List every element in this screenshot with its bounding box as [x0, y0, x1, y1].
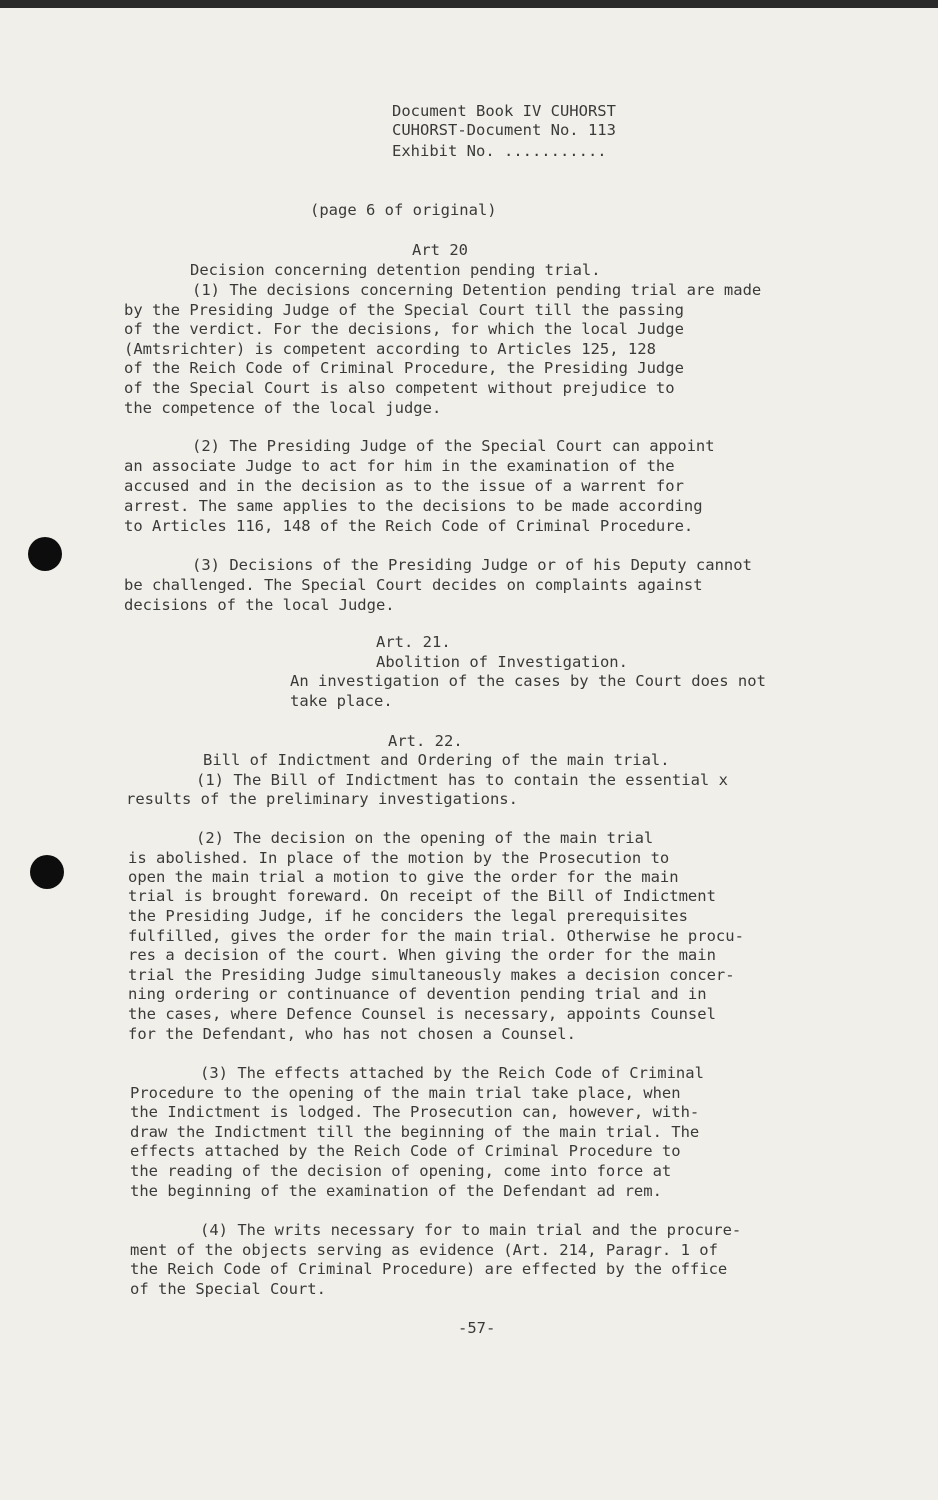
art22-p2-line: (2) The decision on the opening of the main trial	[196, 829, 654, 847]
art22-p2-line: res a decision of the court. When giving the order for the main	[128, 946, 716, 964]
art20-p2-line: to Articles 116, 148 of the Reich Code of Criminal Procedure.	[124, 517, 694, 535]
art22-p2-line: open the main trial a motion to give the order for the main	[128, 868, 679, 886]
art21-body-line: take place.	[290, 692, 393, 710]
art20-p2-line: accused and in the decision as to the issue of a warrent for	[124, 477, 684, 495]
art20-p1-line: of the verdict. For the decisions, for which the local Judge	[124, 320, 684, 338]
art20-p1-line: the competence of the local judge.	[124, 399, 442, 417]
art22-p2-line: is abolished. In place of the motion by the Prosecution to	[128, 849, 670, 867]
art20-p1-line: of the Reich Code of Criminal Procedure, the Presiding Judge	[124, 359, 684, 377]
art20-p1-line: by the Presiding Judge of the Special Court till the passing	[124, 301, 684, 319]
art21-title: Abolition of Investigation.	[376, 653, 628, 671]
art22-p4-line: ment of the objects serving as evidence (Art. 214, Paragr. 1 of	[130, 1241, 718, 1259]
art22-p3-line: draw the Indictment till the beginning of the main trial. The	[130, 1123, 700, 1141]
page-original-note: (page 6 of original)	[310, 201, 497, 219]
art20-title: Decision concerning detention pending trial.	[190, 261, 601, 279]
art22-title: Bill of Indictment and Ordering of the main trial.	[203, 751, 670, 769]
art22-p1-line: results of the preliminary investigations.	[126, 790, 518, 808]
art22-p4-line: of the Special Court.	[130, 1280, 326, 1298]
art22-p3-line: effects attached by the Reich Code of Criminal Procedure to	[130, 1142, 681, 1160]
art20-p3-line: be challenged. The Special Court decides on complaints against	[124, 576, 703, 594]
art22-p3-line: (3) The effects attached by the Reich Code of Criminal	[200, 1064, 704, 1082]
art22-p1-line: (1) The Bill of Indictment has to contain the essential x	[196, 771, 728, 789]
art20-heading: Art 20	[412, 241, 468, 259]
art22-p2-line: trial the Presiding Judge simultaneously makes a decision concer-	[128, 966, 735, 984]
art21-body-line: An investigation of the cases by the Court does not	[290, 672, 766, 690]
art20-p2-line: (2) The Presiding Judge of the Special Court can appoint	[192, 437, 715, 455]
art20-p1-line: of the Special Court is also competent without prejudice to	[124, 379, 675, 397]
art22-heading: Art. 22.	[388, 732, 463, 750]
art22-p2-line: ning ordering or continuance of devention pending trial and in	[128, 985, 707, 1003]
art20-p1-line: (Amtsrichter) is competent according to Articles 125, 128	[124, 340, 656, 358]
art22-p2-line: trial is brought foreward. On receipt of the Bill of Indictment	[128, 887, 716, 905]
punch-hole-lower	[30, 855, 64, 889]
art22-p4-line: (4) The writs necessary for to main trial and the procure-	[200, 1221, 742, 1239]
art22-p2-line: for the Defendant, who has not chosen a Counsel.	[128, 1025, 576, 1043]
header-document-number: CUHORST-Document No. 113	[392, 121, 616, 139]
page-number: -57-	[458, 1319, 496, 1337]
art20-p2-line: an associate Judge to act for him in the examination of the	[124, 457, 675, 475]
art22-p2-line: the Presiding Judge, if he conciders the legal prerequisites	[128, 907, 688, 925]
scan-top-border	[0, 0, 938, 8]
art22-p2-line: fulfilled, gives the order for the main trial. Otherwise he procu-	[128, 927, 744, 945]
art22-p3-line: the reading of the decision of opening, come into force at	[130, 1162, 672, 1180]
art20-p2-line: arrest. The same applies to the decisions to be made according	[124, 497, 703, 515]
art20-p3-line: (3) Decisions of the Presiding Judge or of his Deputy cannot	[192, 556, 752, 574]
header-exhibit-number: Exhibit No. ...........	[392, 142, 607, 160]
art22-p2-line: the cases, where Defence Counsel is necessary, appoints Counsel	[128, 1005, 716, 1023]
art20-p1-line: (1) The decisions concerning Detention pending trial are made	[192, 281, 762, 299]
art22-p3-line: the Indictment is lodged. The Prosecution can, however, with-	[130, 1103, 700, 1121]
art21-heading: Art. 21.	[376, 633, 451, 651]
art22-p3-line: the beginning of the examination of the Defendant ad rem.	[130, 1182, 662, 1200]
header-document-book: Document Book IV CUHORST	[392, 102, 616, 120]
art20-p3-line: decisions of the local Judge.	[124, 596, 395, 614]
art22-p3-line: Procedure to the opening of the main trial take place, when	[130, 1084, 681, 1102]
punch-hole-upper	[28, 537, 62, 571]
art22-p4-line: the Reich Code of Criminal Procedure) are effected by the office	[130, 1260, 728, 1278]
